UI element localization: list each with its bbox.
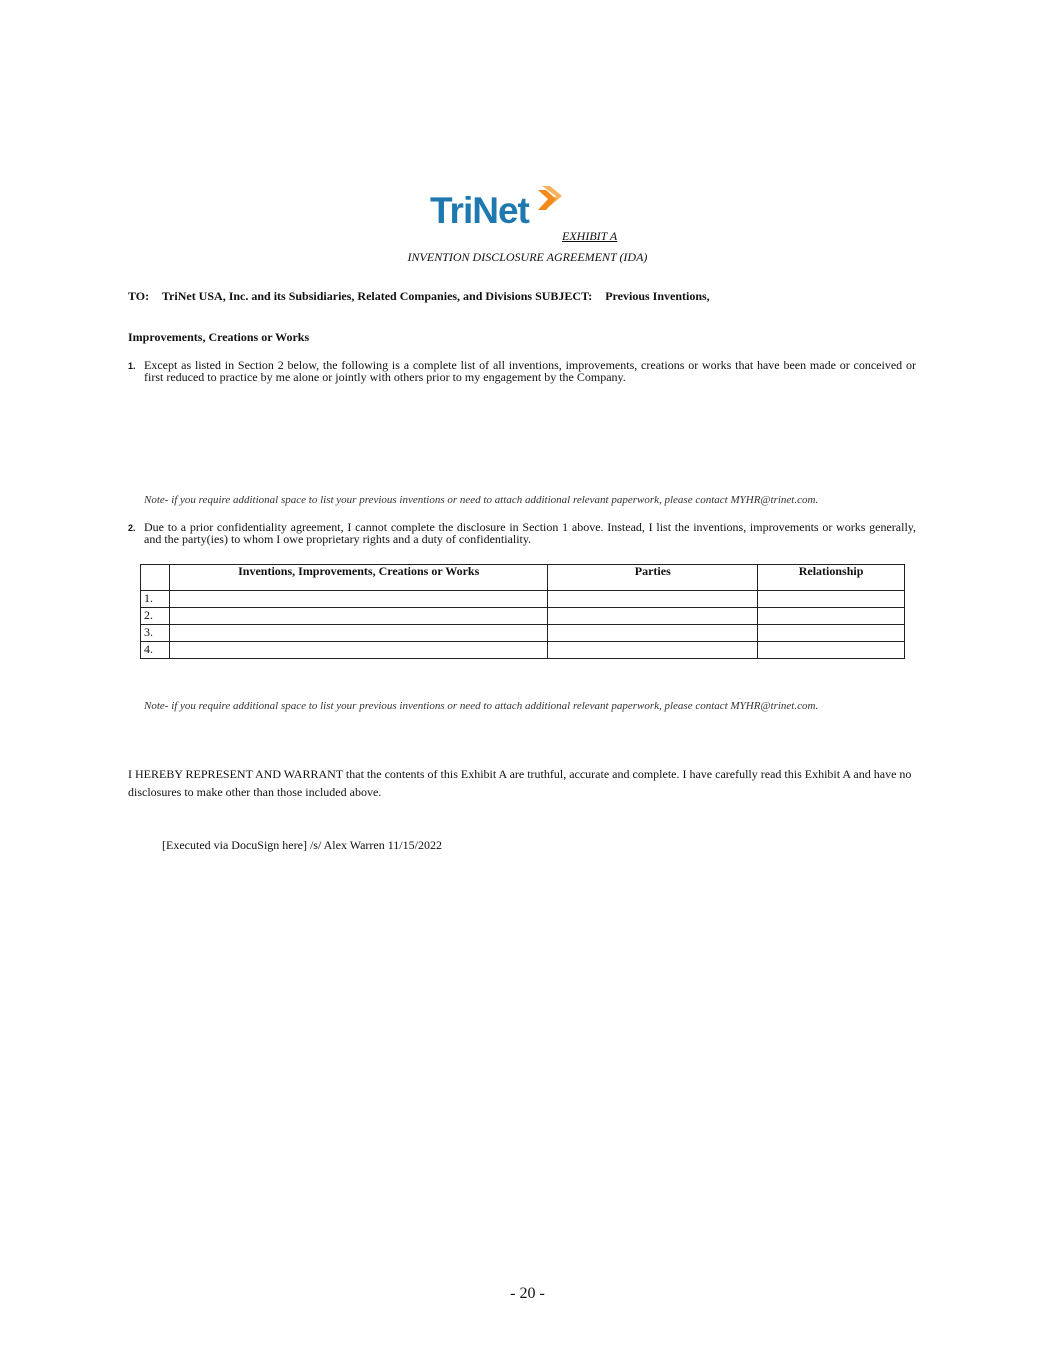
logo-arrow-icon (536, 182, 566, 214)
relationship-cell[interactable] (758, 608, 905, 625)
relationship-cell[interactable] (758, 642, 905, 659)
section-2 (128, 521, 916, 545)
row-number: 4. (141, 642, 170, 659)
header-number (141, 565, 170, 591)
section-2-text: Due to a prior confidentiality agreement, I cannot complete the disclosure in Section 1 above. Instead, I list the inventions, improvements or works generally, and the party(ies) to whom I owe proprietary rights and a duty of confidentiality. (144, 520, 916, 546)
to-label: TO: (128, 289, 150, 303)
table-row (141, 642, 905, 659)
header-inventions: Inventions, Improvements, Creations or Works (169, 565, 547, 591)
to-line (128, 289, 710, 304)
subject-continued: Improvements, Creations or Works (128, 330, 310, 344)
parties-cell[interactable] (548, 591, 758, 608)
subject-value: Previous Inventions, (605, 289, 710, 303)
invention-cell[interactable] (169, 608, 547, 625)
section-1 (128, 359, 916, 383)
section-1-number: 1. (128, 361, 136, 371)
warranty-statement: I HEREBY REPRESENT AND WARRANT that the contents of this Exhibit A are truthful, accurate and complete. I have carefully read this Exhibit A and have no disclosures to make other than those included above. (128, 767, 912, 799)
page-number: - 20 - (510, 1285, 545, 1302)
header-relationship: Relationship (758, 565, 905, 591)
invention-cell[interactable] (169, 625, 547, 642)
parties-cell[interactable] (548, 642, 758, 659)
signature-line: [Executed via DocuSign here] /s/ Alex Warren 11/15/2022 (162, 838, 442, 852)
disclosure-table (140, 564, 905, 659)
note-1: Note- if you require additional space to list your previous inventions or need to attach additional relevant paperwork, please contact MYHR@trinet.com. (144, 494, 819, 506)
header-parties: Parties (548, 565, 758, 591)
parties-cell[interactable] (548, 625, 758, 642)
section-1-text: Except as listed in Section 2 below, the following is a complete list of all inventions, improvements, creations or works that have been made or conceived or first reduced to practice by me alone or jointly with others prior to my engagement by the Company. (144, 358, 916, 384)
to-recipient: TriNet USA, Inc. and its Subsidiaries, Related Companies, and Divisions SUBJECT: (161, 289, 593, 303)
table-header-row (141, 565, 905, 591)
section-2-number: 2. (128, 523, 136, 533)
invention-cell[interactable] (169, 642, 547, 659)
agreement-title: INVENTION DISCLOSURE AGREEMENT (IDA) (407, 250, 648, 264)
row-number: 3. (141, 625, 170, 642)
row-number: 2. (141, 608, 170, 625)
table-row (141, 608, 905, 625)
note-2: Note- if you require additional space to list your previous inventions or need to attach additional relevant paperwork, please contact MYHR@trinet.com. (144, 700, 819, 712)
invention-cell[interactable] (169, 591, 547, 608)
parties-cell[interactable] (548, 608, 758, 625)
relationship-cell[interactable] (758, 591, 905, 608)
relationship-cell[interactable] (758, 625, 905, 642)
trinet-logo (430, 182, 565, 234)
exhibit-title: EXHIBIT A (562, 229, 618, 243)
logo-wordmark: TriNet (430, 190, 529, 231)
table-row (141, 591, 905, 608)
table-row (141, 625, 905, 642)
row-number: 1. (141, 591, 170, 608)
